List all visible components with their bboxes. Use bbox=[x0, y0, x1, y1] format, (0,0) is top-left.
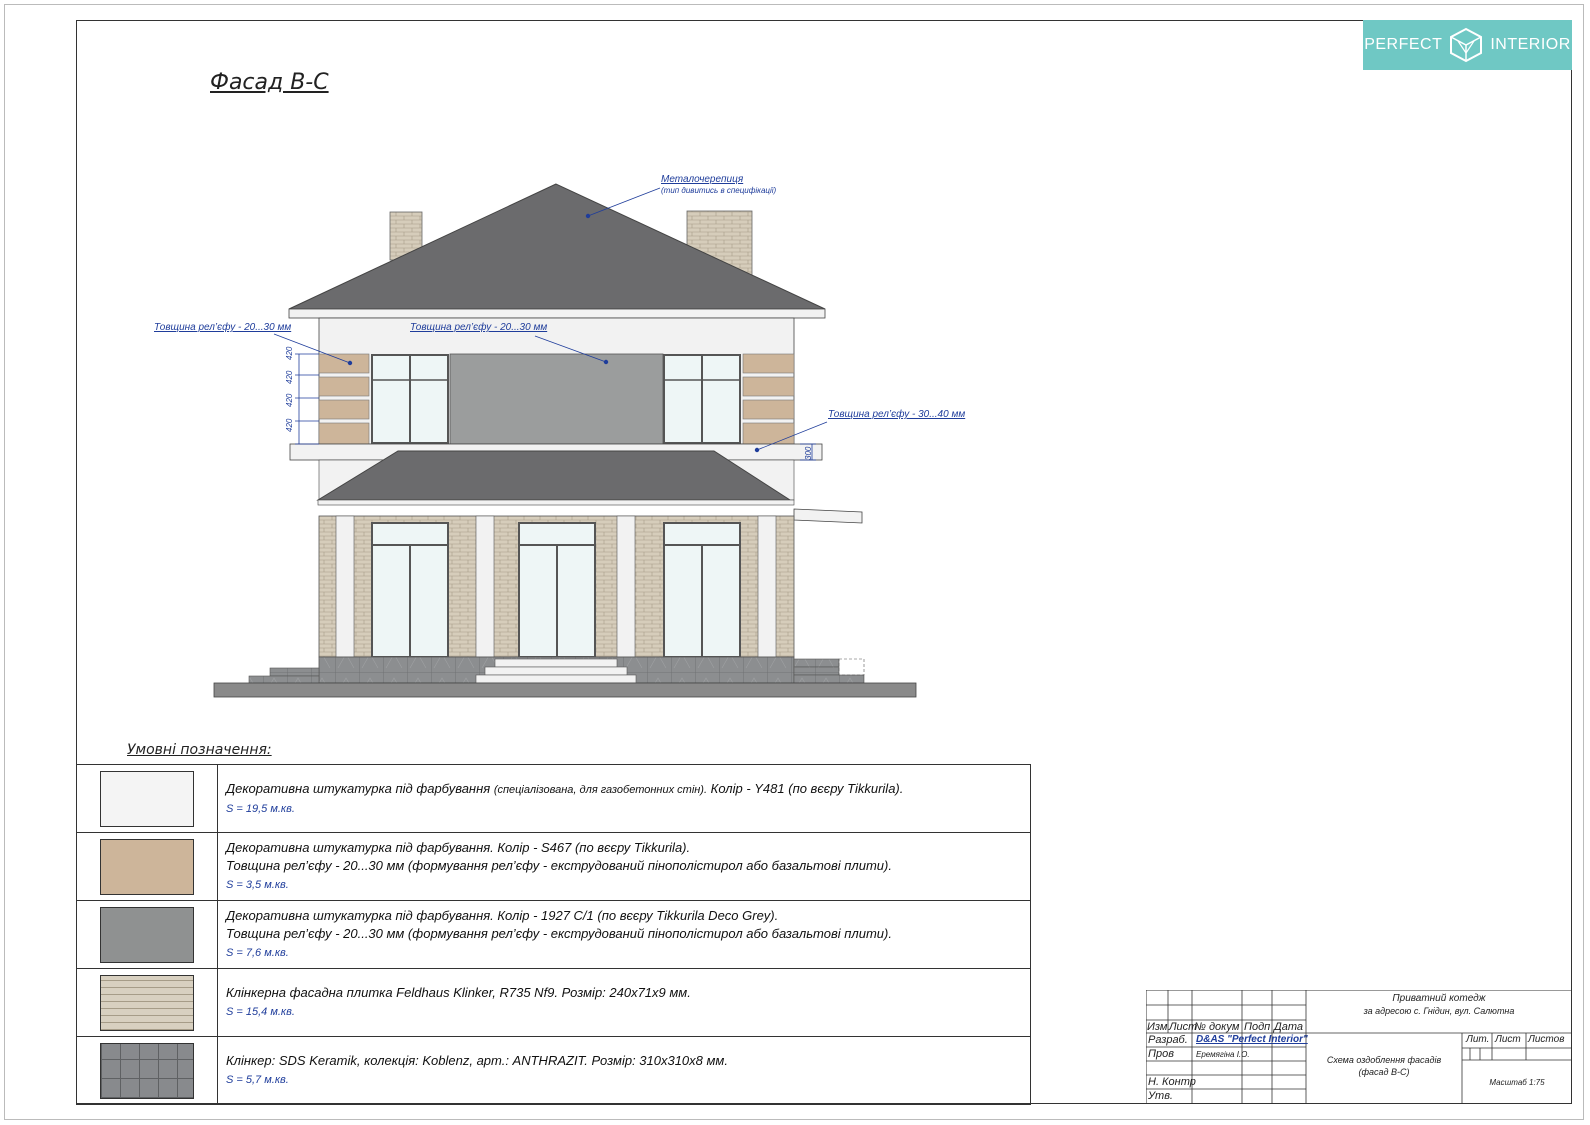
lower-eave bbox=[318, 500, 794, 505]
stamp-header-date: Дата bbox=[1274, 1021, 1304, 1033]
roof-eave bbox=[289, 309, 825, 318]
legend-row bbox=[77, 765, 1031, 833]
stamp-row-nkontr: Н. Контр bbox=[1148, 1076, 1196, 1088]
legend-text-line2: Товщина рел’єфу - 20...30 мм (формування рел’єфу - екструдований пінополістирол або базальтові плити). bbox=[226, 858, 892, 873]
dim-label-4: 420 bbox=[285, 418, 294, 432]
column-1 bbox=[336, 516, 354, 657]
legend-text: Декоративна штукатурка під фарбування bbox=[226, 780, 491, 796]
swatch-plaster-beige bbox=[100, 839, 194, 895]
legend-area: S = 15,4 м.кв. bbox=[226, 1006, 295, 1018]
column-3 bbox=[617, 516, 635, 657]
logo-text-right: INTERIOR bbox=[1490, 36, 1571, 53]
legend-area: S = 5,7 м.кв. bbox=[226, 1074, 289, 1086]
stamp-lit: Лит. bbox=[1466, 1034, 1490, 1045]
legend-row bbox=[77, 1037, 1031, 1105]
ground-window-right bbox=[664, 523, 740, 657]
stamp-sheet-1: Схема оздоблення фасадів bbox=[1326, 1055, 1442, 1065]
stamp-header-list: Лист bbox=[1169, 1021, 1198, 1033]
legend-text-end: Колір - Y481 (по вєєру Tikkurila). bbox=[710, 780, 904, 796]
legend-text-small: (спеціалізована, для газобетонних стін). bbox=[493, 783, 708, 796]
legend-text: Клінкер: SDS Keramik, колекція: Koblenz, арт.: ANTHRAZIT. Розмір: 310х310х8 мм. bbox=[226, 1053, 728, 1068]
swatch-plaster-grey bbox=[100, 907, 194, 963]
stamp-checker: Еремягіна І.О. bbox=[1196, 1050, 1250, 1059]
legend-text: Клінкерна фасадна плитка Feldhaus Klinker, R735 Nf9. Розмір: 240х71х9 мм. bbox=[226, 985, 691, 1000]
legend-text-line2: Товщина рел’єфу - 20...30 мм (формування рел’єфу - екструдований пінополістирол або базальтові плити). bbox=[226, 926, 892, 941]
stamp-listov: Листов bbox=[1528, 1034, 1565, 1045]
relief-label-left: Товщина рел’єфу - 20...30 мм bbox=[154, 322, 292, 333]
stamp-header-doc: № докум bbox=[1194, 1021, 1240, 1033]
swatch-plaster-white bbox=[100, 771, 194, 827]
legend-area: S = 3,5 м.кв. bbox=[226, 879, 289, 891]
legend-row bbox=[77, 901, 1031, 969]
stamp-project-2: за адресою с. Гнідин, вул. Салютна bbox=[1363, 1006, 1515, 1016]
swatch-clinker-brick bbox=[100, 975, 194, 1031]
legend-area: S = 19,5 м.кв. bbox=[226, 802, 295, 815]
stamp-row-razrab: Разраб. bbox=[1148, 1034, 1188, 1046]
roof-sublabel: (тип дивитись в специфікації) bbox=[661, 186, 777, 195]
grey-panel bbox=[450, 354, 663, 444]
roof-label: Металочерепиця bbox=[661, 174, 744, 185]
lower-roof bbox=[318, 451, 790, 500]
steps-center bbox=[476, 659, 636, 683]
stamp-header-izm: Изм bbox=[1147, 1021, 1168, 1033]
legend-table bbox=[76, 764, 1031, 1105]
column-4 bbox=[758, 516, 776, 657]
terrace-left bbox=[249, 668, 319, 684]
legend-text: Декоративна штукатурка під фарбування. Колір - S467 (по вєєру Tikkurila). bbox=[226, 840, 691, 855]
stamp-row-prov: Пров bbox=[1148, 1048, 1174, 1060]
legend-text: Декоративна штукатурка під фарбування. Колір - 1927 С/1 (по вєєру Tikkurila Deco Grey). bbox=[226, 908, 779, 923]
stamp-developer: D&AS "Perfect Interior" bbox=[1196, 1034, 1308, 1045]
dim-label-300: 300 bbox=[804, 446, 813, 460]
stamp-list: Лист bbox=[1495, 1034, 1521, 1045]
ground-line bbox=[214, 683, 916, 697]
stamp-scale: Масштаб 1:75 bbox=[1489, 1078, 1545, 1087]
stamp-sheet-2: (фасад В-С) bbox=[1358, 1067, 1410, 1077]
legend-title: Умовні позначення: bbox=[127, 742, 272, 758]
column-2 bbox=[476, 516, 494, 657]
dim-label-3: 420 bbox=[285, 393, 294, 407]
stamp-row-utv: Утв. bbox=[1148, 1090, 1173, 1102]
relief-label-center: Товщина рел’єфу - 20...30 мм bbox=[410, 322, 548, 333]
canopy bbox=[794, 509, 862, 523]
logo-text-left: PERFECT bbox=[1364, 36, 1443, 53]
legend-area: S = 7,6 м.кв. bbox=[226, 947, 289, 959]
ground-door-center bbox=[519, 523, 595, 657]
legend-row bbox=[77, 833, 1031, 901]
stamp-header-sign: Подп bbox=[1244, 1021, 1271, 1033]
dim-label-1: 420 bbox=[285, 346, 294, 360]
terrace-right bbox=[794, 659, 864, 683]
page-title: Фасад В-С bbox=[210, 70, 329, 95]
swatch-clinker-tile bbox=[100, 1043, 194, 1099]
legend-row bbox=[77, 969, 1031, 1037]
upper-window-left bbox=[372, 355, 448, 443]
title-block bbox=[1146, 990, 1572, 1104]
relief-label-right: Товщина рел’єфу - 30...40 мм bbox=[828, 409, 966, 420]
dim-label-2: 420 bbox=[285, 370, 294, 384]
ground-window-left bbox=[372, 523, 448, 657]
stamp-project-1: Приватний котедж bbox=[1392, 993, 1486, 1004]
upper-window-right bbox=[664, 355, 740, 443]
